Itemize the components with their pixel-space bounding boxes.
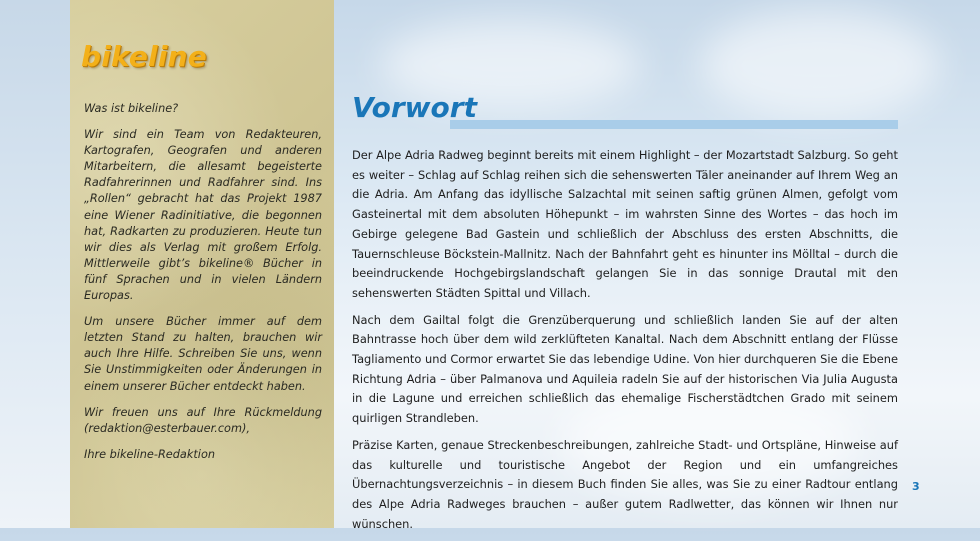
body-text <box>352 146 898 534</box>
background-sky-strip <box>0 0 70 528</box>
sidebar-text <box>84 101 322 473</box>
sidebar-paragraph: Wir sind ein Team von Redakteuren, Kartografen, Geografen und anderen Mitarbeitern, die allesamt begeisterte Radfahrerinnen und Radfahrer sind. Ins „Rollen“ gebracht hat das Projekt 1987 eine Wiener Radinitiative, die begonnen hat, Radkarten zu produzieren. Heute tun wir dies als Verlag mit großem Erfolg. Mittlerweile gibt’s bikeline® Bücher in fünf Sprachen und in vielen Ländern Europas. <box>84 128 322 303</box>
sidebar-paragraph: Wir freuen uns auf Ihre Rückmeldung (redaktion@esterbauer.com), <box>84 405 322 435</box>
sidebar-question: Was ist bikeline? <box>84 102 179 115</box>
bikeline-logo: bikeline <box>81 40 207 73</box>
heading-underline <box>450 120 898 129</box>
body-paragraph: Der Alpe Adria Radweg beginnt bereits mit einem Highlight – der Mozartstadt Salzburg. So geht es weiter – Schlag auf Schlag reihen sich die sehenswerten Täler aneinander auf Ihrem Weg an die Adria. Am Anfang das idyllische Salzachtal mit seinen saftig grünen Almen, gefolgt vom Gasteinertal mit dem absoluten Höhepunkt – im wahrsten Sinne des Wortes – das hoch im Gebirge gelegene Bad Gastein und schließlich der Abschluss des ersten Abschnitts, die Tauernschleuse Böckstein-Mallnitz. Nach der Bahnfahrt geht es hinunter ins Mölltal – durch die beeindruckende Hochgebirgslandschaft gelangen Sie in das sonnige Drautal mit den sehenswerten Städten Spittal und Villach. <box>352 148 898 300</box>
page-number: 3 <box>912 480 920 493</box>
page-title: Vorwort <box>352 91 477 124</box>
body-paragraph: Nach dem Gailtal folgt die Grenzüberquerung und schließlich landen Sie auf der alten Bahntrasse hoch über dem wild zerklüfteten Kanaltal. Nach dem Abschnitt entlang der Flüsse Tagliamento und Cormor erwartet Sie das lebendige Udine. Von hier durchqueren Sie die Ebene Richtung Adria – über Palmanova und Aquileia radeln Sie auf der historischen Via Julia Augusta in die Lagune und erreichen schließlich das ehemalige Fischerstädtchen Grado mit seinem quirligen Strandleben. <box>352 312 898 426</box>
body-paragraph: Präzise Karten, genaue Streckenbeschreibungen, zahlreiche Stadt- und Ortspläne, Hinweise auf das kulturelle und touristische Angebot der Region und ein umfangreiches Übernachtungsverzeichnis – in diesem Buch finden Sie alles, was Sie zu einer Radtour entlang des Alpe Adria Radweges brauchen – außer gutem Radlwetter, das können wir Ihnen nur wünschen. <box>352 437 898 531</box>
main-content <box>352 88 898 541</box>
sidebar-panel <box>70 0 334 528</box>
sidebar-paragraph: Um unsere Bücher immer auf dem letzten Stand zu halten, brauchen wir auch Ihre Hilfe. Schreiben Sie uns, wenn Sie Unstimmigkeiten oder Änderungen in einem unserer Bücher entdeckt haben. <box>84 315 322 393</box>
sidebar-signature: Ihre bikeline-Redaktion <box>84 447 216 461</box>
